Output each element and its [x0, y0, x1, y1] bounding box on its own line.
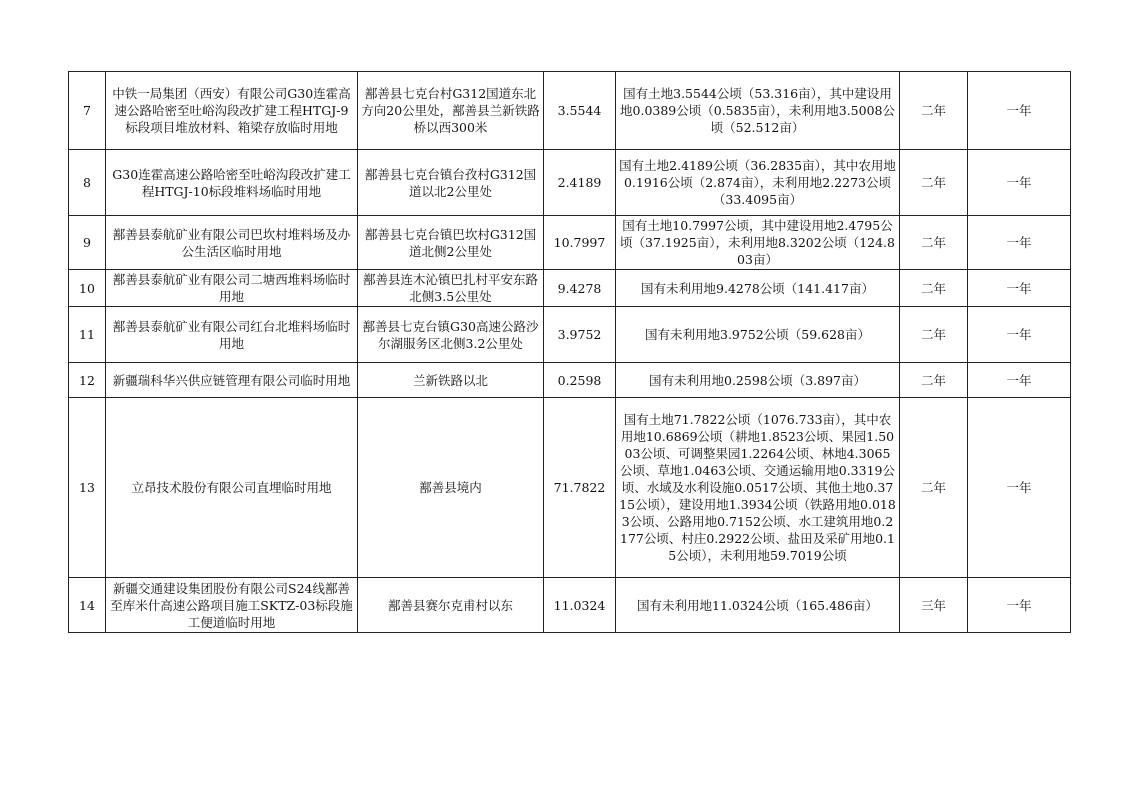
approval-period: 一年: [968, 216, 1071, 270]
land-type-detail: 国有未利用地0.2598公顷（3.897亩）: [616, 363, 900, 398]
table-row: [69, 307, 1071, 363]
row-number: 12: [69, 363, 106, 398]
approval-period: 一年: [968, 270, 1071, 307]
project-location: 兰新铁路以北: [358, 363, 544, 398]
use-period: 二年: [900, 216, 968, 270]
row-number: 11: [69, 307, 106, 363]
project-location: 鄯善县七克台镇台孜村G312国道以北2公里处: [358, 150, 544, 216]
use-period: 二年: [900, 270, 968, 307]
area-hectares: 11.0324: [544, 578, 616, 633]
area-hectares: 10.7997: [544, 216, 616, 270]
land-type-detail: 国有土地71.7822公顷（1076.733亩），其中农用地10.6869公顷（耕地1.8523公顷、果园1.5003公顷、可调整果园1.2264公顷、林地4.3065公顷、草地1.0463公顷、交通运输用地0.3319公顷、水域及水利设施0.0517公顷、其他土地0.3715公顷），建设用地1.3934公顷（铁路用地0.0183公顷、公路用地0.7152公顷、水工建筑用地0.2177公顷、村庄0.2922公顷、盐田及采矿用地0.15公顷），未利用地59.7019公顷: [616, 398, 900, 578]
table-row: [69, 398, 1071, 578]
land-type-detail: 国有未利用地3.9752公顷（59.628亩）: [616, 307, 900, 363]
project-name: 鄯善县泰航矿业有限公司巴坎村堆料场及办公生活区临时用地: [106, 216, 358, 270]
project-location: 鄯善县七克台镇G30高速公路沙尔湖服务区北侧3.2公里处: [358, 307, 544, 363]
table-row: [69, 150, 1071, 216]
use-period: 二年: [900, 363, 968, 398]
row-number: 13: [69, 398, 106, 578]
area-hectares: 0.2598: [544, 363, 616, 398]
row-number: 7: [69, 72, 106, 150]
project-name: 新疆交通建设集团股份有限公司S24线鄯善至库米什高速公路项目施工SKTZ-03标段施工便道临时用地: [106, 578, 358, 633]
row-number: 8: [69, 150, 106, 216]
area-hectares: 71.7822: [544, 398, 616, 578]
project-name: 立昂技术股份有限公司直埋临时用地: [106, 398, 358, 578]
project-location: 鄯善县赛尔克甫村以东: [358, 578, 544, 633]
approval-period: 一年: [968, 72, 1071, 150]
project-location: 鄯善县七克台村G312国道东北方向20公里处，鄯善县兰新铁路桥以西300米: [358, 72, 544, 150]
row-number: 10: [69, 270, 106, 307]
project-name: 中铁一局集团（西安）有限公司G30连霍高速公路哈密至吐峪沟段改扩建工程HTGJ-9标段项目堆放材料、箱梁存放临时用地: [106, 72, 358, 150]
area-hectares: 3.9752: [544, 307, 616, 363]
use-period: 二年: [900, 150, 968, 216]
table-row: [69, 72, 1071, 150]
land-type-detail: 国有土地2.4189公顷（36.2835亩），其中农用地0.1916公顷（2.874亩），未利用地2.2273公顷（33.4095亩）: [616, 150, 900, 216]
use-period: 二年: [900, 307, 968, 363]
table-row: [69, 363, 1071, 398]
approval-period: 一年: [968, 398, 1071, 578]
approval-period: 一年: [968, 578, 1071, 633]
use-period: 二年: [900, 398, 968, 578]
area-hectares: 9.4278: [544, 270, 616, 307]
use-period: 三年: [900, 578, 968, 633]
project-name: 鄯善县泰航矿业有限公司红台北堆料场临时用地: [106, 307, 358, 363]
land-type-detail: 国有土地10.7997公顷，其中建设用地2.4795公顷（37.1925亩），未利用地8.3202公顷（124.803亩）: [616, 216, 900, 270]
land-type-detail: 国有未利用地11.0324公顷（165.486亩）: [616, 578, 900, 633]
approval-period: 一年: [968, 150, 1071, 216]
project-location: 鄯善县连木沁镇巴扎村平安东路北侧3.5公里处: [358, 270, 544, 307]
table-row: [69, 270, 1071, 307]
table-row: [69, 578, 1071, 633]
area-hectares: 2.4189: [544, 150, 616, 216]
use-period: 二年: [900, 72, 968, 150]
project-name: 鄯善县泰航矿业有限公司二塘西堆料场临时用地: [106, 270, 358, 307]
project-location: 鄯善县境内: [358, 398, 544, 578]
row-number: 9: [69, 216, 106, 270]
project-name: G30连霍高速公路哈密至吐峪沟段改扩建工程HTGJ-10标段堆料场临时用地: [106, 150, 358, 216]
project-location: 鄯善县七克台镇巴坎村G312国道北侧2公里处: [358, 216, 544, 270]
area-hectares: 3.5544: [544, 72, 616, 150]
land-type-detail: 国有土地3.5544公顷（53.316亩），其中建设用地0.0389公顷（0.5835亩），未利用地3.5008公顷（52.512亩）: [616, 72, 900, 150]
table-row: [69, 216, 1071, 270]
approval-period: 一年: [968, 363, 1071, 398]
row-number: 14: [69, 578, 106, 633]
land-use-table: [68, 71, 1071, 633]
project-name: 新疆瑞科华兴供应链管理有限公司临时用地: [106, 363, 358, 398]
land-type-detail: 国有未利用地9.4278公顷（141.417亩）: [616, 270, 900, 307]
approval-period: 一年: [968, 307, 1071, 363]
